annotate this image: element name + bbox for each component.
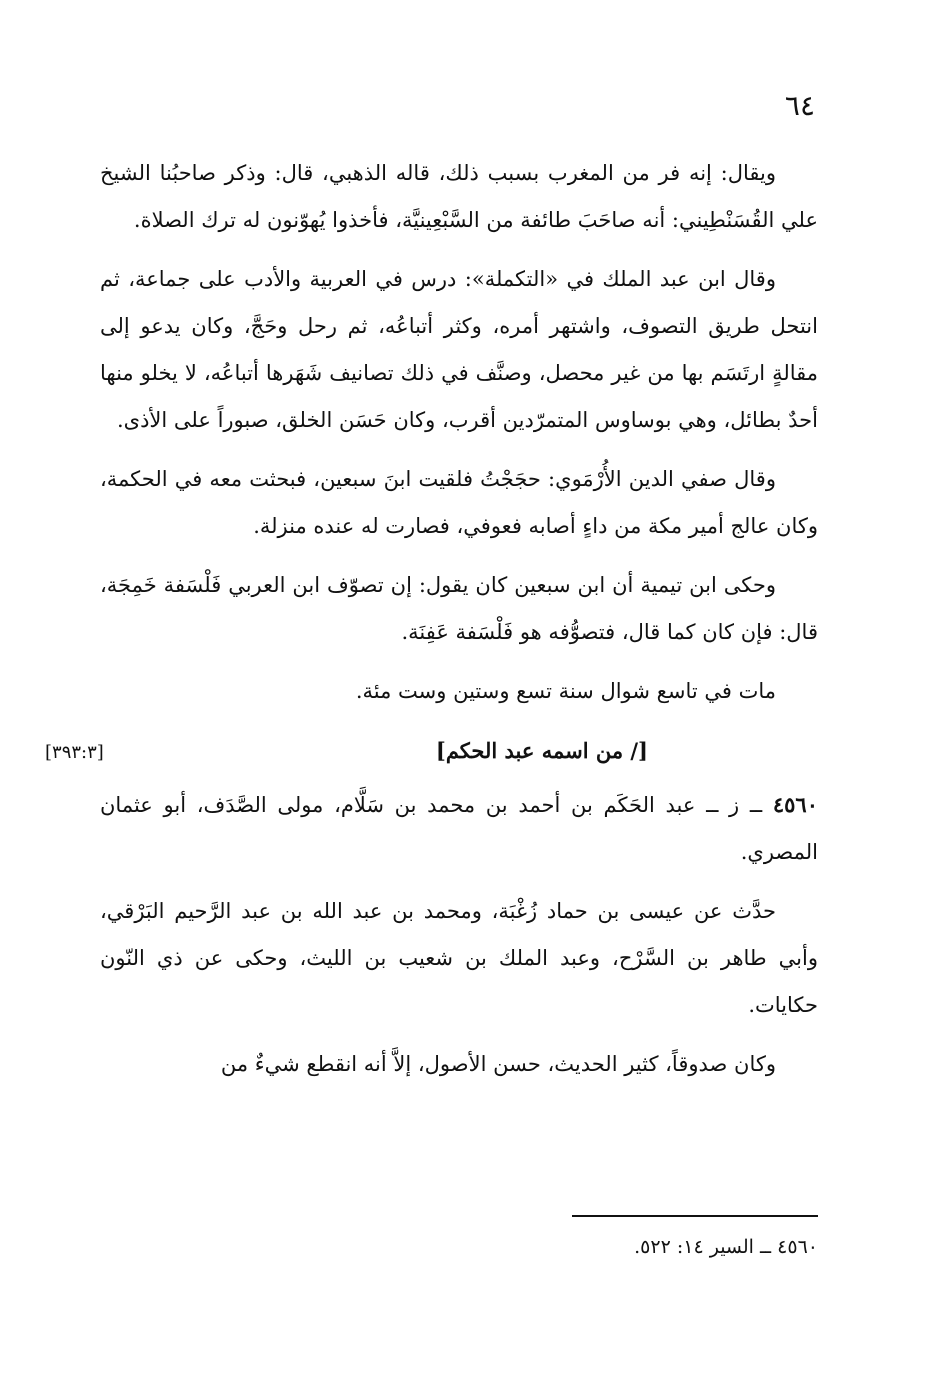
section-heading-row — [45, 727, 818, 777]
section-reference: [٣٩٣:٣] — [45, 742, 104, 763]
entry-heading-text: ــ ز ــ عبد الحَكَم بن أحمد بن محمد بن سَلَّام، مولى الصَّدَف، أبو عثمان المصري. — [100, 793, 818, 864]
main-text — [45, 150, 818, 1100]
entry-heading — [100, 781, 818, 876]
footnote: ٤٥٦٠ ــ السير ١٤: ٥٢٢. — [634, 1236, 818, 1258]
section-title: [/ من اسمه عبد الحكم] — [435, 738, 648, 763]
paragraph-3: وقال صفي الدين الأُرْمَوي: حجَجْتُ فلقيت ابنَ سبعين، فبحثت معه في الحكمة، وكان عالج أمير مكة من داءٍ أصابه فعوفي، فصارت له عنده منزلة. — [100, 467, 818, 538]
paragraph-4: وحكى ابن تيمية أن ابن سبعين كان يقول: إن تصوّف ابن العربي فَلْسَفة خَمِجَة، قال: فإن كان كما قال، فتصوُّفه هو فَلْسَفة عَفِنَة. — [100, 573, 818, 644]
entry-number: ٤٥٦٠ — [772, 792, 818, 817]
paragraph-1: ويقال: إنه فر من المغرب بسبب ذلك، قاله الذهبي، قال: وذكر صاحبُنا الشيخ علي القُسَنْطِيني: أنه صاحَبَ طائفة من السَّبْعِينيَّة، فأخذوا يُهوّنون له ترك الصلاة. — [100, 161, 818, 232]
page-number: ٦٤ — [784, 89, 815, 122]
footnote-divider — [572, 1215, 818, 1217]
paragraph-hadith: حدَّث عن عيسى بن حماد زُغْبَة، ومحمد بن عبد الله بن عبد الرَّحيم البَرْقي، وأبي طاهر بن السَّرْح، وعبد الملك بن شعيب بن الليث، وحكى عن ذي النّون حكايات. — [100, 899, 818, 1017]
paragraph-last: وكان صدوقاً، كثير الحديث، حسن الأصول، إلاَّ أنه انقطع شيءٌ من — [220, 1052, 776, 1076]
paragraph-5: مات في تاسع شوال سنة تسع وستين وست مئة. — [355, 679, 776, 703]
paragraph-2: وقال ابن عبد الملك في «التكملة»: درس في العربية والأدب على جماعة، ثم انتحل طريق التصوف، واشتهر أمره، وكثر أتباعُه، ثم رحل وحَجَّ، وكان يدعو إلى مقالةٍ ارتَسَم بها من غير محصل، وصنَّف في ذلك تصانيف شَهَرها أتباعُه، لا يخلو منها أحدٌ بطائل، وهي بوساوس المتمرّدين أقرب، وكان حَسَن الخلق، صبوراً على الأذى. — [100, 267, 818, 432]
